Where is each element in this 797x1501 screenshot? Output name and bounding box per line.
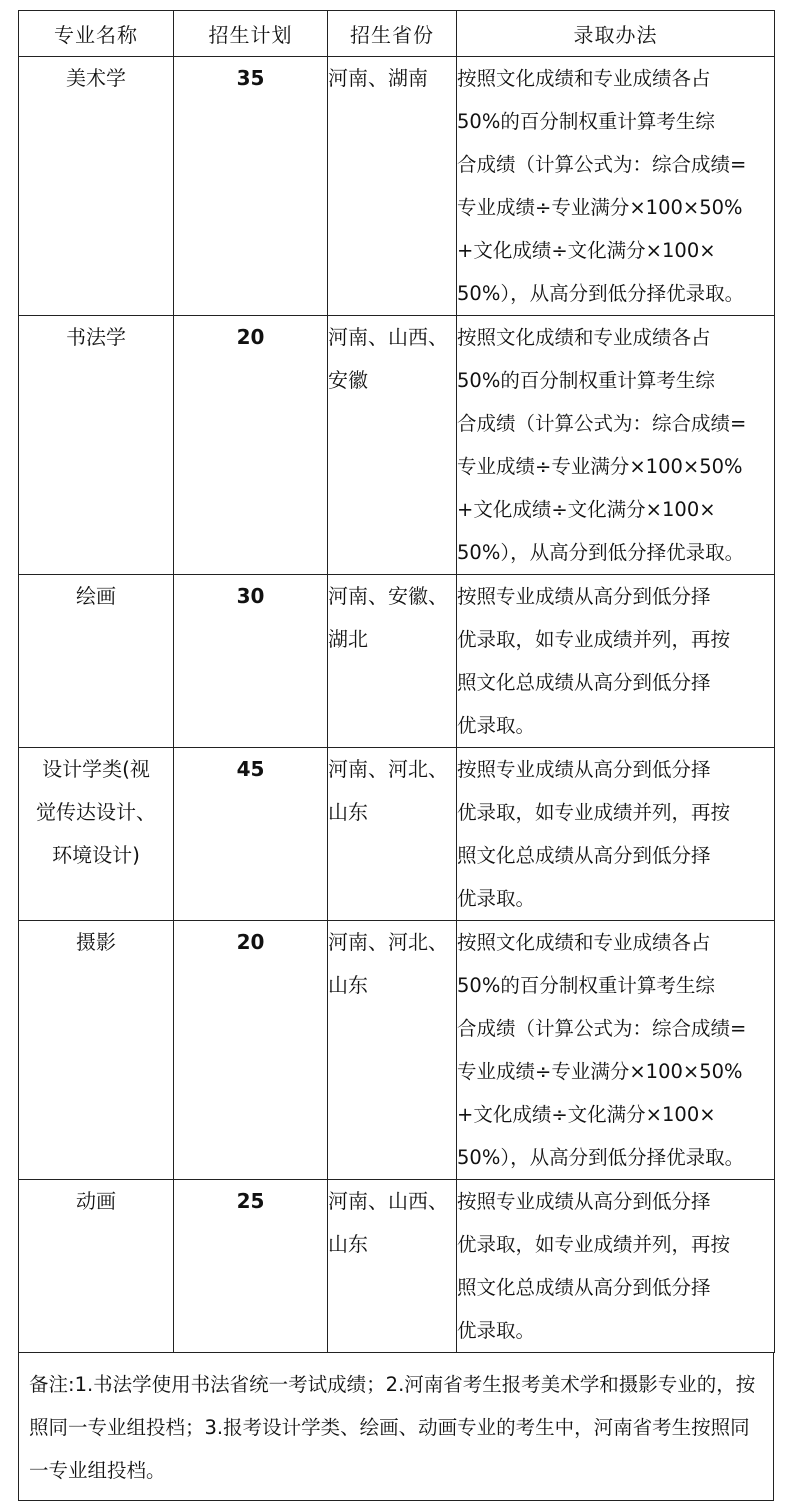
header-row (19, 11, 775, 57)
enrollment-plan: 20 (236, 325, 265, 349)
table-row (19, 921, 775, 1180)
major-name: 美术学 (66, 66, 126, 90)
table-row (19, 57, 775, 316)
admission-method: 按照专业成绩从高分到低分择 优录取，如专业成绩并列，再按 照文化总成绩从高分到低分择 优录取。 (457, 758, 731, 910)
admission-method: 按照专业成绩从高分到低分择 优录取，如专业成绩并列，再按 照文化总成绩从高分到低分择 优录取。 (457, 585, 731, 737)
enrollment-provinces: 河南、河北、 山东 (328, 757, 448, 824)
enrollment-plan: 25 (236, 1189, 265, 1213)
admission-table (18, 10, 775, 1353)
enrollment-plan: 45 (236, 757, 265, 781)
major-name: 动画 (76, 1189, 116, 1213)
header-provinces: 招生省份 (328, 11, 457, 57)
major-name: 摄影 (76, 930, 116, 954)
header-major: 专业名称 (19, 11, 174, 57)
admission-method: 按照专业成绩从高分到低分择 优录取，如专业成绩并列，再按 照文化总成绩从高分到低分择 优录取。 (457, 1190, 731, 1342)
enrollment-provinces: 河南、湖南 (328, 66, 428, 90)
major-name: 书法学 (66, 325, 126, 349)
enrollment-provinces: 河南、河北、 山东 (328, 930, 448, 997)
table-row (19, 748, 775, 921)
major-name: 绘画 (76, 584, 116, 608)
table-row (19, 1180, 775, 1353)
enrollment-provinces: 河南、山西、 山东 (328, 1189, 448, 1256)
enrollment-plan: 35 (236, 66, 265, 90)
admission-method: 按照文化成绩和专业成绩各占 50%的百分制权重计算考生综 合成绩（计算公式为：综合成绩= 专业成绩÷专业满分×100×50% +文化成绩÷文化满分×100× 50%），从高分到低分择优录取。 (457, 67, 747, 305)
header-plan: 招生计划 (174, 11, 328, 57)
admission-document (18, 10, 774, 1501)
notes-text: 备注:1.书法学使用书法省统一考试成绩；2.河南省考生报考美术学和摄影专业的，按照同一专业组投档；3.报考设计学类、绘画、动画专业的考生中，河南省考生按照同一专业组投档。 (29, 1373, 756, 1482)
header-method: 录取办法 (457, 11, 775, 57)
admission-method: 按照文化成绩和专业成绩各占 50%的百分制权重计算考生综 合成绩（计算公式为：综合成绩= 专业成绩÷专业满分×100×50% +文化成绩÷文化满分×100× 50%），从高分到低分择优录取。 (457, 931, 747, 1169)
enrollment-provinces: 河南、安徽、 湖北 (328, 584, 448, 651)
table-row (19, 575, 775, 748)
enrollment-provinces: 河南、山西、 安徽 (328, 325, 448, 392)
admission-method: 按照文化成绩和专业成绩各占 50%的百分制权重计算考生综 合成绩（计算公式为：综合成绩= 专业成绩÷专业满分×100×50% +文化成绩÷文化满分×100× 50%），从高分到低分择优录取。 (457, 326, 747, 564)
enrollment-plan: 20 (236, 930, 265, 954)
table-row (19, 316, 775, 575)
notes-section (18, 1353, 774, 1501)
enrollment-plan: 30 (236, 584, 265, 608)
major-name: 设计学类(视 觉传达设计、 环境设计) (36, 757, 156, 867)
